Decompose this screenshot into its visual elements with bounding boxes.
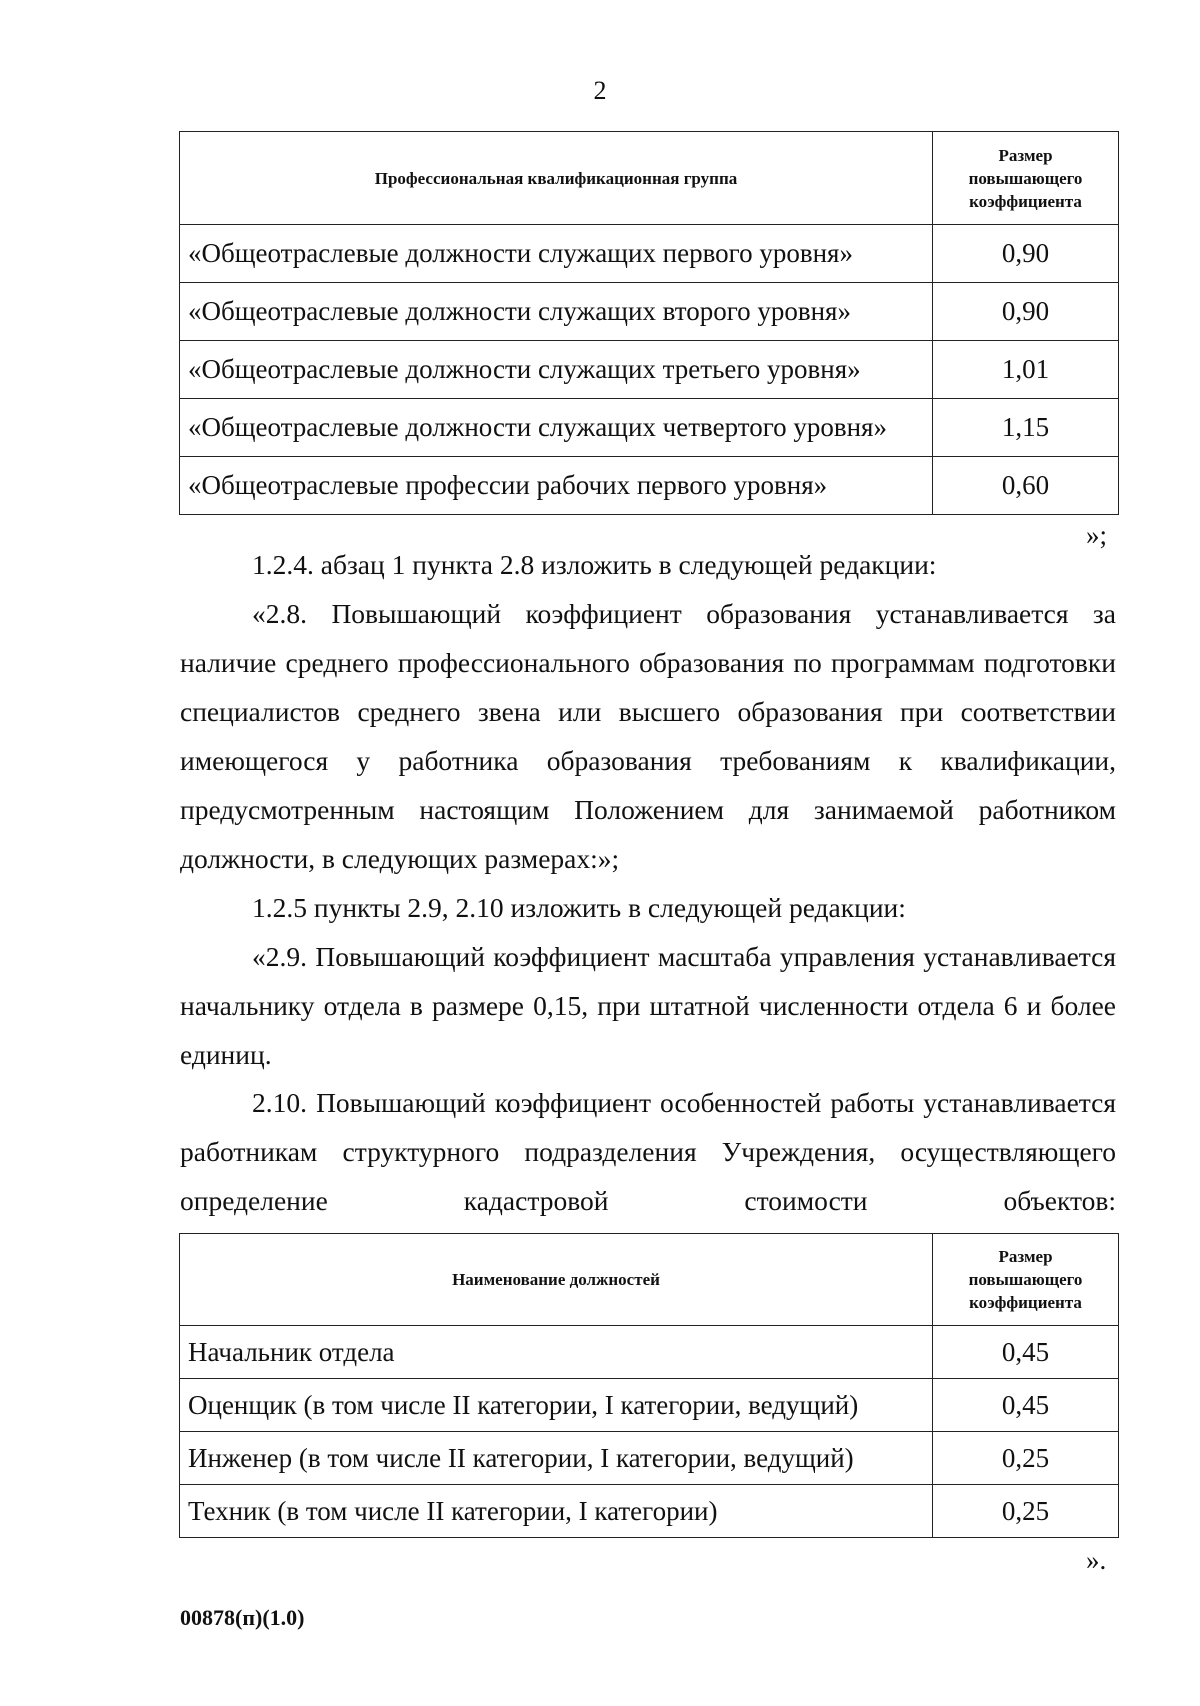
table-row <box>180 283 1119 341</box>
paragraph-1-2-4: 1.2.4. абзац 1 пункта 2.8 изложить в следующей редакции: <box>252 549 937 580</box>
table-row <box>180 1326 1119 1379</box>
coefficient-cell: 0,90 <box>933 283 1119 341</box>
coefficient-cell: 0,25 <box>933 1485 1119 1538</box>
table-row <box>180 225 1119 283</box>
position-name-cell: Оценщик (в том числе II категории, I категории, ведущий) <box>180 1379 933 1432</box>
table-row <box>180 1379 1119 1432</box>
position-name-cell: Техник (в том числе II категории, I категории) <box>180 1485 933 1538</box>
group-name-cell: «Общеотраслевые должности служащих третьего уровня» <box>180 341 933 399</box>
page-number: 2 <box>593 76 607 105</box>
coefficient-cell: 1,01 <box>933 341 1119 399</box>
paragraph-2-10: 2.10. Повышающий коэффициент особенностей работы устанавливается работникам структурного подразделения Учреждения, осуществляющего определение кадастровой стоимости объектов: <box>180 1087 1116 1216</box>
table-row <box>180 341 1119 399</box>
group-name-cell: «Общеотраслевые должности служащих второго уровня» <box>180 283 933 341</box>
coefficient-cell: 0,90 <box>933 225 1119 283</box>
positions-table <box>179 1233 1119 1538</box>
column-header-coefficient: Размер повышающего коэффициента <box>933 1234 1119 1326</box>
document-code: 00878(п)(1.0) <box>180 1605 305 1630</box>
body-text-block-2 <box>180 1078 1116 1225</box>
column-header-position: Наименование должностей <box>180 1234 933 1326</box>
group-name-cell: «Общеотраслевые должности служащих четвертого уровня» <box>180 399 933 457</box>
column-header-coefficient: Размер повышающего коэффициента <box>933 132 1119 225</box>
column-header-group: Профессиональная квалификационная группа <box>180 132 933 225</box>
qualification-groups-table <box>179 131 1119 515</box>
table-row <box>180 399 1119 457</box>
group-name-cell: «Общеотраслевые профессии рабочих первого уровня» <box>180 457 933 515</box>
table2-closing-quote: ». <box>1086 1545 1107 1575</box>
coefficient-cell: 0,45 <box>933 1379 1119 1432</box>
paragraph-2-8: «2.8. Повышающий коэффициент образования устанавливается за наличие среднего профессионального образования по программам подготовки специалистов среднего звена или высшего образования при соответствии имеющегося у работника образования требованиям к квалификации, предусмотренным настоящим Положением для занимаемой работником должности, в следующих размерах:»; <box>180 598 1116 874</box>
table-row <box>180 1432 1119 1485</box>
paragraph-2-9: «2.9. Повышающий коэффициент масштаба управления устанавливается начальнику отдела в размере 0,15, при штатной численности отдела 6 и более единиц. <box>180 941 1116 1070</box>
coefficient-cell: 1,15 <box>933 399 1119 457</box>
table1-closing-quote: »; <box>1086 520 1108 550</box>
position-name-cell: Начальник отдела <box>180 1326 933 1379</box>
paragraph-1-2-5: 1.2.5 пункты 2.9, 2.10 изложить в следующей редакции: <box>252 892 906 923</box>
body-text-block-1 <box>180 540 1116 1079</box>
table-header-row <box>180 132 1119 225</box>
coefficient-cell: 0,60 <box>933 457 1119 515</box>
coefficient-cell: 0,25 <box>933 1432 1119 1485</box>
table-row <box>180 457 1119 515</box>
group-name-cell: «Общеотраслевые должности служащих первого уровня» <box>180 225 933 283</box>
position-name-cell: Инженер (в том числе II категории, I категории, ведущий) <box>180 1432 933 1485</box>
table-header-row <box>180 1234 1119 1326</box>
table-row <box>180 1485 1119 1538</box>
coefficient-cell: 0,45 <box>933 1326 1119 1379</box>
